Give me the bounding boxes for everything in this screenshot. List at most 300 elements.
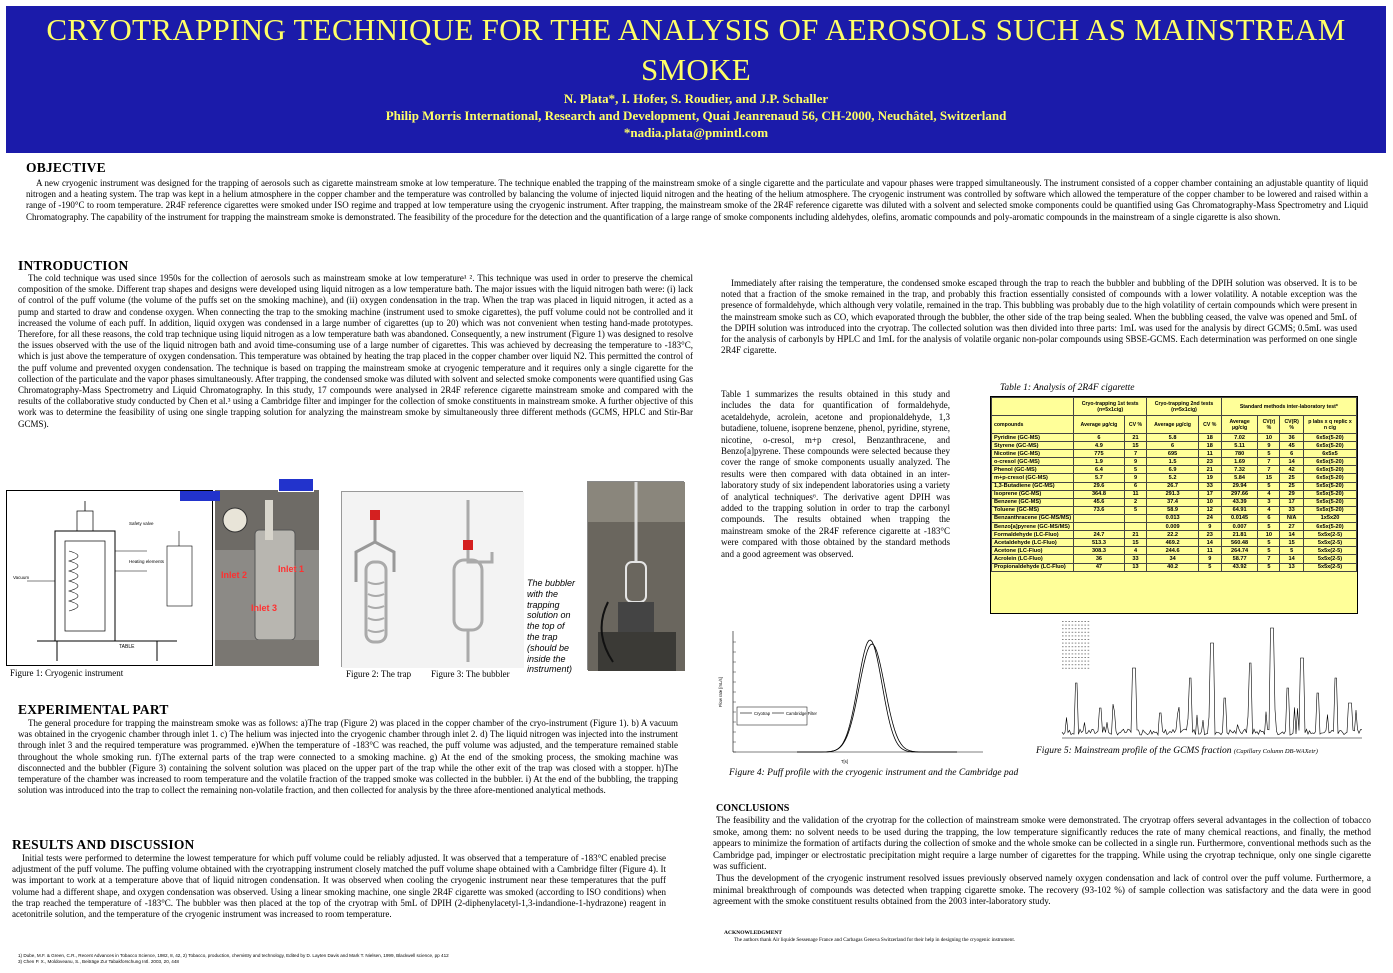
grid-dot — [1072, 664, 1074, 665]
value-cell: 18 — [1198, 442, 1221, 450]
authors: N. Plata*, I. Hofer, S. Roudier, and J.P. Schaller — [563, 91, 829, 106]
value-cell: 1.69 — [1221, 458, 1258, 466]
grid-dot — [1065, 632, 1067, 633]
value-cell: 29.6 — [1074, 482, 1125, 490]
legend-cambridge: Cambridge Filter — [786, 711, 817, 716]
compound-cell: Benzene (GC-MS) — [992, 498, 1074, 506]
grid-dot — [1072, 628, 1074, 629]
value-cell — [1124, 523, 1147, 531]
column-header: CV(r) % — [1258, 416, 1280, 434]
grid-dot — [1081, 635, 1083, 636]
gcms-chromatogram — [1040, 617, 1367, 747]
bubbler-note: The bubbler with the trapping solution on the top of the trap (should be inside the instrument) — [527, 578, 576, 675]
grid-dot — [1062, 664, 1064, 665]
value-cell: 5.11 — [1221, 442, 1258, 450]
column-header: Average µg/cig — [1074, 416, 1125, 434]
grid-dot — [1068, 657, 1070, 658]
value-cell: 469.2 — [1147, 539, 1199, 547]
compound-cell: Benzanthracene (GC-MS/MS) — [992, 514, 1074, 522]
value-cell: 37.4 — [1147, 498, 1199, 506]
grid-dot — [1068, 650, 1070, 651]
value-cell: 6 — [1280, 450, 1304, 458]
value-cell: 0.009 — [1147, 523, 1199, 531]
value-cell: 7 — [1258, 458, 1280, 466]
value-cell: 33 — [1280, 506, 1304, 514]
grid-dot — [1072, 657, 1074, 658]
compound-cell: Pyridine (GC-MS) — [992, 434, 1074, 442]
value-cell: 9 — [1124, 458, 1147, 466]
value-cell: 24 — [1198, 514, 1221, 522]
value-cell: 0.007 — [1221, 523, 1258, 531]
experimental-heading: EXPERIMENTAL PART — [18, 702, 169, 717]
value-cell: 18 — [1198, 434, 1221, 442]
grid-dot — [1062, 661, 1064, 662]
table-row — [992, 466, 1357, 474]
introduction-text — [18, 273, 693, 430]
grid-dot — [1081, 668, 1083, 669]
grid-dot — [1072, 668, 1074, 669]
conclusions-text — [713, 815, 1371, 908]
value-cell: 364.8 — [1074, 490, 1125, 498]
value-cell: 5x5x(5-20) — [1303, 506, 1356, 514]
value-cell: 22.2 — [1147, 531, 1199, 539]
figure-1-caption: Figure 1: Cryogenic instrument — [10, 668, 124, 678]
objective-heading: OBJECTIVE — [26, 160, 106, 175]
grid-dot — [1065, 668, 1067, 669]
value-cell: 6x5x(5-20) — [1303, 523, 1356, 531]
compound-cell: Nicotine (GC-MS) — [992, 450, 1074, 458]
value-cell: 17 — [1280, 498, 1304, 506]
value-cell: 6 — [1124, 482, 1147, 490]
legend-cryotrap: Cryotrap — [754, 711, 771, 716]
grid-dot — [1065, 639, 1067, 640]
affiliation: Philip Morris International, Research and Development, Quai Jeanrenaud 56, CH-2000, Neuchâtel, Switzerland — [385, 108, 1007, 123]
grid-dot — [1088, 628, 1090, 629]
grid-dot — [1078, 635, 1080, 636]
column-header-row — [992, 416, 1357, 434]
grid-dot — [1075, 635, 1077, 636]
value-cell: 9 — [1258, 442, 1280, 450]
value-cell: 13 — [1124, 563, 1147, 571]
value-cell: 26.7 — [1147, 482, 1199, 490]
value-cell: 7 — [1258, 466, 1280, 474]
grid-dot — [1078, 668, 1080, 669]
grid-dot — [1088, 643, 1090, 644]
grid-dot — [1075, 657, 1077, 658]
grid-dot — [1068, 632, 1070, 633]
grid-dot — [1078, 625, 1080, 626]
compound-cell: m+p-cresol (GC-MS) — [992, 474, 1074, 482]
value-cell: 0.0145 — [1221, 514, 1258, 522]
experimental-text — [18, 718, 678, 796]
reference-2: 3) Chen P. X., Moldoveanu, S., Beiträge Zur Tabakforschung Intl. 2003, 20, 448 — [18, 959, 179, 964]
value-cell: 33 — [1198, 482, 1221, 490]
table-row — [992, 498, 1357, 506]
value-cell: 5 — [1258, 547, 1280, 555]
puff-profile-chart — [717, 627, 987, 765]
compound-cell: Isoprene (GC-MS) — [992, 490, 1074, 498]
grid-dot — [1088, 650, 1090, 651]
grid-dot — [1081, 643, 1083, 644]
grid-dot — [1062, 643, 1064, 644]
compound-cell: Acrolein (LC-Fluo) — [992, 555, 1074, 563]
value-cell: 6x5x5 — [1303, 450, 1356, 458]
grid-dot — [1088, 668, 1090, 669]
value-cell: 308.3 — [1074, 547, 1125, 555]
group-header-1: Cryo-trapping 1st tests (n=5x1cig) — [1074, 398, 1147, 416]
label-inlet-1: Inlet 1 — [278, 564, 305, 574]
value-cell: 14 — [1280, 458, 1304, 466]
value-cell: 3 — [1258, 498, 1280, 506]
grid-dot — [1065, 653, 1067, 654]
value-cell: 5.2 — [1147, 474, 1199, 482]
figure-1-photo — [215, 490, 319, 666]
value-cell: 244.6 — [1147, 547, 1199, 555]
grid-dot — [1075, 628, 1077, 629]
analysis-table — [991, 397, 1357, 572]
table-row — [992, 442, 1357, 450]
grid-dot — [1065, 664, 1067, 665]
figure-2-3-photo — [341, 491, 523, 667]
value-cell: 5 — [1258, 523, 1280, 531]
table-row — [992, 490, 1357, 498]
grid-dot — [1075, 643, 1077, 644]
column-header: p labs x q replic x n cig — [1303, 416, 1356, 434]
value-cell: N/A — [1280, 514, 1304, 522]
value-cell: 5 — [1280, 547, 1304, 555]
grid-dot — [1072, 621, 1074, 622]
results-paragraph: Initial tests were performed to determine the lowest temperature for which puff volume could be reliably adjusted. It was observed that a temperature of -183°C enabled precise adjustment of the puff volume. The puffing volume obtained with the cryotrapping instrument closely matched the puff volume shape obtained with a Cambridge filter (Figure 4). It was important to work at a temperature above that of liquid nitrogen condensation. It was observed when cooling the cryogenic instrument near these temperatures that the puff volume had a different shape, and oxygen condensation was observed. Using a linear smoking machine, one single 2R4F cigarette was smoked (according to ISO conditions) when the trap reached the temperature of -183°C. The bubbler was then placed at the top of the cryotrap with 5mL of DPIH (2-diphenylacetyl-1,3-indandione-1-hydrazone) reagent in acetonitrile solution, and the temperature of the cryogenic instrument was increased to room temperature. — [12, 853, 666, 920]
column-header: CV(R) % — [1280, 416, 1304, 434]
conclusions-paragraph-2: Thus the development of the cryogenic instrument resolved issues previously observed namely oxygen condensation and lack of control over the puff volume. Furthermore, a minimal breakthrough of compounds was detected when trapping cigarette smoke. The recovery (93-102 %) of sample collection was satisfactory and the data were in good agreement with the smoke constituent results obtained from the 2003 inter-laboratory study. — [713, 872, 1371, 907]
value-cell: 6x5x(5-20) — [1303, 466, 1356, 474]
value-cell: 7 — [1124, 450, 1147, 458]
group-header-2: Cryo-trapping 2nd tests (n=5x1cig) — [1147, 398, 1221, 416]
grid-dot — [1084, 650, 1086, 651]
value-cell: 5x5x(2-5) — [1303, 539, 1356, 547]
value-cell: 6.9 — [1147, 466, 1199, 474]
value-cell: 19 — [1198, 474, 1221, 482]
value-cell: 11 — [1198, 547, 1221, 555]
grid-dot — [1062, 657, 1064, 658]
value-cell: 27 — [1280, 523, 1304, 531]
value-cell: 5 — [1124, 506, 1147, 514]
value-cell: 4 — [1258, 506, 1280, 514]
grid-dot — [1088, 653, 1090, 654]
value-cell: 64.91 — [1221, 506, 1258, 514]
conclusions-heading: CONCLUSIONS — [716, 803, 790, 814]
grid-dot — [1075, 664, 1077, 665]
grid-dot — [1084, 657, 1086, 658]
compound-cell: Phenol (GC-MS) — [992, 466, 1074, 474]
grid-dot — [1062, 628, 1064, 629]
series-cambridge-line — [797, 640, 957, 752]
grid-dot — [1084, 664, 1086, 665]
right-col-para2 — [721, 389, 950, 560]
value-cell: 9 — [1198, 523, 1221, 531]
grid-dot — [1084, 621, 1086, 622]
grid-dot — [1075, 653, 1077, 654]
value-cell: 73.6 — [1074, 506, 1125, 514]
value-cell: 47 — [1074, 563, 1125, 571]
grid-dot — [1072, 650, 1074, 651]
right-col-paragraph-1: Immediately after raising the temperature, the condensed smoke escaped through the trap to reach the bubbler and bubbling of the DPIH solution was observed. It is to be noted that a fraction of the smoke remained in the trap, and probably this fraction essentially consisted of compounds with a lower volatility. A notable exception was the presence of formaldehyde, which although very volatile, remained in the trap. This bubbling was probably due to the high volatility of certain compounds which were present in the mainstream smoke such as CO, which evaporated through the bubbler, the other side of the trap being sealed. When the bubbling ceased, the valve was opened and 5mL of the DPIH solution was introduced into the cryotrap. The collected solution was then divided into three parts: 1mL was used for the analysis by direct GCMS; 0.5mL was used for the analysis of carbonyls by HPLC and 1mL for the analysis of volatile organic non-polar compounds using SBSE-GCMS. Each determination was performed on one single 2R4F cigarette. — [721, 278, 1357, 356]
value-cell: 560.48 — [1221, 539, 1258, 547]
value-cell: 21 — [1124, 434, 1147, 442]
compound-cell: o-cresol (GC-MS) — [992, 458, 1074, 466]
grid-dot — [1065, 625, 1067, 626]
grid-dot — [1078, 646, 1080, 647]
grid-dot — [1062, 668, 1064, 669]
grid-dot — [1065, 650, 1067, 651]
grid-dot — [1075, 621, 1077, 622]
value-cell: 43.92 — [1221, 563, 1258, 571]
figure-4-caption: Figure 4: Puff profile with the cryogenic instrument and the Cambridge pad — [729, 768, 1019, 778]
value-cell: 45 — [1280, 442, 1304, 450]
grid-dot — [1068, 668, 1070, 669]
introduction-paragraph: The cold technique was used since 1950s for the collection of aerosols such as mainstream smoke at low temperature¹ ². This technique was used in order to preserve the chemical composition of the smoke. Different trap shapes and designs were developed using liquid nitrogen as a low temperature bath. The major issues with the liquid nitrogen bath were: (i) lack of control of the puff volume (the volume of the puffs set on the smoking machine), and (ii) oxygen condensation in the trap. When the trap was placed in liquid nitrogen, it acted as a pump and started to draw and condense oxygen. When connecting the trap to the smoking machine (instrument used to smoke cigarettes), the puff volume could not be controlled and it increased the volume of each puff. In addition, liquid oxygen was condensed in a large number of cigarettes (up to 20) which was not convenient when testing hand-made prototypes. Therefore, for all these reasons, the cold trap technique using liquid nitrogen as a low temperature bath was abandoned. Consequently, a new instrument (Figure 1) was designed to resolve the issues observed with the use of the liquid nitrogen bath and avoid time-consuming use of a large number of cigarettes. This was achieved by decreasing the temperature to -183°C, which is just above the temperature of oxygen condensation. This temperature was obtained by heating the trap placed in the copper chamber over liquid N2. This permitted the control of the puff volume and prevented oxygen condensation. The technique is based on trapping the mainstream smoke at cryogenic temperature and it requires only a single cigarette for the collection of the particulate and the vapor phases simultaneously. After trapping, the condensed smoke was diluted with solvent and selected smoke components were quantified using Gas Chromatography-Mass Spectrometry and Liquid Chromatography. In this study, 17 compounds were analysed in 2R4F reference cigarette mainstream smoke and compared with the results of the collaborative study conducted by Chen et al.³ using a Cambridge filter and impinger for the collection of smoke constituents in mainstream smoke. A further objective of this work was to determine the feasibility of using one single trapping solution for analyzing the mainstream smoke by simultaneously three different methods (GCMS, HPLC and Stir-Bar GCMS). — [18, 273, 693, 429]
experimental-paragraph: The general procedure for trapping the mainstream smoke was as follows: a)The trap (Figure 2) was placed in the copper chamber of the cryo-instrument (Figure 1). b) A vacuum was obtained in the cryogenic chamber through inlet 1. c) The helium was injected into the cryogenic chamber through inlet 2. d) The liquid nitrogen was injected into the instrument through inlet 3 and the required temperature was programmed. e)When the temperature of -183°C was reached, the puff volume was adjusted, and the temperature remained stable throughout the whole smoking run. f)The external parts of the trap were connected to a smoking machine. g) At the end of the smoking process, the smoking machine was disconnected and the bubbler (Figure 3) containing the solvent solution was placed on the upper part of the trap while the other exit of the trap was closed with a stopper. h)The temperature of the chamber was increased to room temperature and the volatile fraction of the trapped smoke was collected in the bubbler. i) At the end of the bubbling, the trapping solution was introduced into the trap to collect the remaining non-volatile fraction, and then collected for analysis by the three afore-mentioned analytical methods. — [18, 718, 678, 796]
group-header-3: Standard methods inter-laboratory test* — [1221, 398, 1356, 416]
grid-dot — [1065, 635, 1067, 636]
grid-dot — [1088, 661, 1090, 662]
value-cell: 25 — [1280, 474, 1304, 482]
value-cell: 5 — [1258, 482, 1280, 490]
value-cell: 33 — [1124, 555, 1147, 563]
compound-cell: Toluene (GC-MS) — [992, 506, 1074, 514]
value-cell: 7 — [1258, 555, 1280, 563]
grid-dot — [1068, 628, 1070, 629]
table-row — [992, 482, 1357, 490]
value-cell: 5x5x(2-5) — [1303, 547, 1356, 555]
value-cell: 5 — [1258, 539, 1280, 547]
value-cell: 780 — [1221, 450, 1258, 458]
y-axis-label: Flow rate [mL/s] — [718, 677, 723, 707]
grid-dot — [1075, 625, 1077, 626]
results-text — [12, 853, 666, 920]
value-cell: 58.77 — [1221, 555, 1258, 563]
value-cell: 6 — [1147, 442, 1199, 450]
grid-dot — [1068, 639, 1070, 640]
value-cell: 4 — [1124, 547, 1147, 555]
objective-paragraph: A new cryogenic instrument was designed for the trapping of aerosols such as cigarette mainstream smoke at low temperature. The technique enabled the trapping of the mainstream smoke of a single cigarette and the particulate and vapour phases were trapped simultaneously. The instrument consisted of a copper chamber containing an adjustable quantity of liquid nitrogen and a heating system. The trap was kept in a helium atmosphere in the copper chamber and the temperature was controlled by balancing the volume of injected liquid nitrogen and the heating of the helium atmosphere. The cryogenic instrument was controlled by software which allowed the temperature of the copper chamber to be lowered and raised within a range of -190°C to room temperature. 2R4F reference cigarettes were smoked under ISO regime and trapped at low temperature using the cryogenic instrument. After trapping, the mainstream smoke of the 2R4F reference cigarette was diluted with a solvent and selected smoke components could be quantified using Gas Chromatography-Mass Spectrometry and Liquid Chromatography. The capability of the instrument for trapping the mainstream smoke is demonstrated. The feasibility of the procedure for the detection and the quantification of a large range of smoke components including aldehydes, olefins, aromatic compounds and poly-aromatic compounds in the mainstream of a single cigarette is also shown. — [26, 178, 1368, 222]
value-cell: 5x5x(2-5) — [1303, 563, 1356, 571]
grid-dot — [1065, 628, 1067, 629]
grid-dot — [1065, 643, 1067, 644]
grid-dot — [1075, 661, 1077, 662]
column-header: compounds — [992, 416, 1074, 434]
value-cell: 10 — [1198, 498, 1221, 506]
instrument-photo — [215, 490, 319, 666]
label-inlet-2: Inlet 2 — [221, 570, 248, 580]
value-cell: 15 — [1258, 474, 1280, 482]
grid-dot — [1065, 646, 1067, 647]
value-cell: 14 — [1280, 555, 1304, 563]
grid-dot — [1081, 650, 1083, 651]
chart-legend — [737, 707, 807, 725]
value-cell: 45.6 — [1074, 498, 1125, 506]
value-cell: 43.39 — [1221, 498, 1258, 506]
value-cell: 264.74 — [1221, 547, 1258, 555]
value-cell: 5 — [1124, 466, 1147, 474]
value-cell: 25 — [1280, 482, 1304, 490]
callout-box-blue — [180, 491, 220, 501]
label-safety-valve: Safety valve — [129, 521, 154, 526]
value-cell: 2 — [1124, 498, 1147, 506]
acknowledgment-heading: ACKNOWLEDGMENT — [724, 930, 783, 936]
value-cell: 58.9 — [1147, 506, 1199, 514]
value-cell: 21.81 — [1221, 531, 1258, 539]
grid-dot — [1084, 625, 1086, 626]
value-cell: 291.3 — [1147, 490, 1199, 498]
table-row — [992, 514, 1357, 522]
value-cell: 15 — [1124, 539, 1147, 547]
right-col-para1 — [721, 278, 1357, 356]
value-cell: 21 — [1198, 466, 1221, 474]
value-cell: 21 — [1124, 531, 1147, 539]
figure-5-chart — [1040, 617, 1367, 747]
grid-dot — [1072, 661, 1074, 662]
conclusions-paragraph-1: The feasibility and the validation of the cryotrap for the collection of mainstream smoke were demonstrated. The cryotrap offers several advantages in the collection of tobacco smoke, among them: no solvent needs to be used during the trapping, the low temperature significantly reduces the rate of many chemical reactions, and finally, the method appears to minimize the formation of artifacts during the collection of smoke and the whole smoke can be collected in a single run. Furthermore, conventional methods such as the Cambridge pad, impinger or electrostatic precipitation might require a large number of cigarettes for the trapping. While using the cryotrap technique, only one single cigarette was sufficient. — [713, 815, 1371, 872]
figure-5-caption-sub: (Capillary Column DB-WAXetr) — [1233, 748, 1318, 755]
grid-dot — [1084, 632, 1086, 633]
value-cell: 5 — [1258, 563, 1280, 571]
grid-dot — [1078, 650, 1080, 651]
grid-dot — [1088, 621, 1090, 622]
grid-dot — [1075, 650, 1077, 651]
grid-dot — [1062, 653, 1064, 654]
value-cell: 513.3 — [1074, 539, 1125, 547]
value-cell: 1x5x20 — [1303, 514, 1356, 522]
grid-dot — [1081, 657, 1083, 658]
table-1-title: Table 1: Analysis of 2R4F cigarette — [1000, 383, 1135, 393]
grid-dot — [1062, 635, 1064, 636]
chromatogram-trace — [1062, 628, 1362, 735]
grid-dot — [1081, 639, 1083, 640]
grid-dot — [1075, 668, 1077, 669]
value-cell: 11 — [1124, 490, 1147, 498]
value-cell: 29.94 — [1221, 482, 1258, 490]
grid-dot — [1072, 653, 1074, 654]
value-cell: 0.013 — [1147, 514, 1199, 522]
table-row — [992, 531, 1357, 539]
bubbler-photo-drawing — [588, 482, 685, 671]
grid-dot — [1075, 632, 1077, 633]
figure-3-caption: Figure 3: The bubbler — [431, 669, 510, 679]
grid-dot — [1072, 625, 1074, 626]
figure-2-caption: Figure 2: The trap — [346, 669, 412, 679]
value-cell: 297.66 — [1221, 490, 1258, 498]
value-cell: 13 — [1280, 563, 1304, 571]
value-cell — [1074, 514, 1125, 522]
value-cell: 6 — [1258, 514, 1280, 522]
grid-dot — [1072, 643, 1074, 644]
table-row — [992, 539, 1357, 547]
grid-dot — [1065, 661, 1067, 662]
grid-dot — [1088, 664, 1090, 665]
value-cell: 5.7 — [1074, 474, 1125, 482]
value-cell: 6 — [1074, 434, 1125, 442]
value-cell: 14 — [1280, 531, 1304, 539]
value-cell: 1.9 — [1074, 458, 1125, 466]
poster-title: CRYOTRAPPING TECHNIQUE FOR THE ANALYSIS OF AEROSOLS SUCH AS MAINSTREAM SMOKE — [46, 12, 1346, 87]
grid-dot — [1084, 646, 1086, 647]
value-cell: 29 — [1280, 490, 1304, 498]
compound-cell: Formaldehyde (LC-Fluo) — [992, 531, 1074, 539]
value-cell: 5x5x(5-20) — [1303, 498, 1356, 506]
grid-dot — [1084, 653, 1086, 654]
grid-dot — [1065, 657, 1067, 658]
acknowledgment-text: The authors thank Air liquide Sessenage France and Carbagas Geneva Switzerland for their help in designing the cryogenic instrument. — [734, 937, 1016, 943]
value-cell: 5x5x(2-5) — [1303, 531, 1356, 539]
value-cell: 23 — [1198, 531, 1221, 539]
table-row — [992, 523, 1357, 531]
grid-dot — [1062, 632, 1064, 633]
introduction-heading: INTRODUCTION — [18, 258, 129, 273]
references — [18, 953, 678, 965]
value-cell: 14 — [1198, 539, 1221, 547]
compound-cell: Benzo[a]pyrene (GC-MS/MS) — [992, 523, 1074, 531]
figure-4-chart — [717, 627, 987, 765]
compound-cell: Acetaldehyde (LC-Fluo) — [992, 539, 1074, 547]
grid-dot — [1081, 628, 1083, 629]
table-1 — [990, 396, 1358, 614]
value-cell: 10 — [1258, 434, 1280, 442]
grid-dot — [1068, 646, 1070, 647]
grid-dot — [1081, 625, 1083, 626]
value-cell: 42 — [1280, 466, 1304, 474]
grid-dot — [1068, 635, 1070, 636]
value-cell: 6x5x(5-20) — [1303, 474, 1356, 482]
label-vacuum: Vacuum — [13, 575, 30, 580]
value-cell: 10 — [1258, 531, 1280, 539]
grid-dot — [1081, 621, 1083, 622]
value-cell: 4.9 — [1074, 442, 1125, 450]
grid-dot — [1072, 635, 1074, 636]
value-cell: 23 — [1198, 458, 1221, 466]
grid-dot — [1081, 664, 1083, 665]
grid-dot — [1072, 646, 1074, 647]
grid-dot — [1084, 639, 1086, 640]
grid-dot — [1084, 635, 1086, 636]
cryogenic-instrument-diagram — [7, 491, 213, 666]
right-col-paragraph-2: Table 1 summarizes the results obtained in this study and includes the data for quantification of formaldehyde, acetaldehyde, acrolein, acetone and propionaldehyde, 1,3 butadiene, toluene, isoprene benzene, phenol, pyridine, styrene, nicotine, o-cresol, m+p cresol, Benzanthracene, and Benzo[a]pyrene. These compounds were selected because they cover the range of smoke components usually analyzed. The results were then compared with data obtained in an inter-laboratory study of six independent laboratories using a variety of analytical techniques⁶. The derivative agent DPIH was added to the trapping solution in order to trap the carbonyl compounds. The results obtained when trapping the mainstream smoke of the 2R4F reference cigarette at -183°C were compared with those obtained by the standard methods and a good agreement was observed. — [721, 389, 950, 559]
grid-dot — [1088, 635, 1090, 636]
value-cell: 5x5x(5-20) — [1303, 482, 1356, 490]
value-cell: 7.32 — [1221, 466, 1258, 474]
label-inlet-3: Inlet 3 — [251, 603, 278, 613]
grid-dot — [1084, 661, 1086, 662]
value-cell: 15 — [1124, 442, 1147, 450]
results-heading: RESULTS AND DISCUSSION — [12, 837, 195, 852]
table-row — [992, 458, 1357, 466]
grid-dot — [1084, 628, 1086, 629]
grid-dot — [1084, 643, 1086, 644]
value-cell: 5x5x(5-20) — [1303, 490, 1356, 498]
value-cell: 40.2 — [1147, 563, 1199, 571]
value-cell: 9 — [1124, 474, 1147, 482]
label-table: TABLE — [119, 644, 135, 650]
table-row — [992, 547, 1357, 555]
figure-1-diagram — [6, 490, 213, 666]
value-cell: 695 — [1147, 450, 1199, 458]
value-cell: 4 — [1258, 490, 1280, 498]
grid-dot — [1081, 632, 1083, 633]
poster-header — [6, 6, 1386, 153]
trap-and-bubbler-drawing — [342, 492, 524, 668]
grid-dot — [1088, 657, 1090, 658]
value-cell: 12 — [1198, 506, 1221, 514]
